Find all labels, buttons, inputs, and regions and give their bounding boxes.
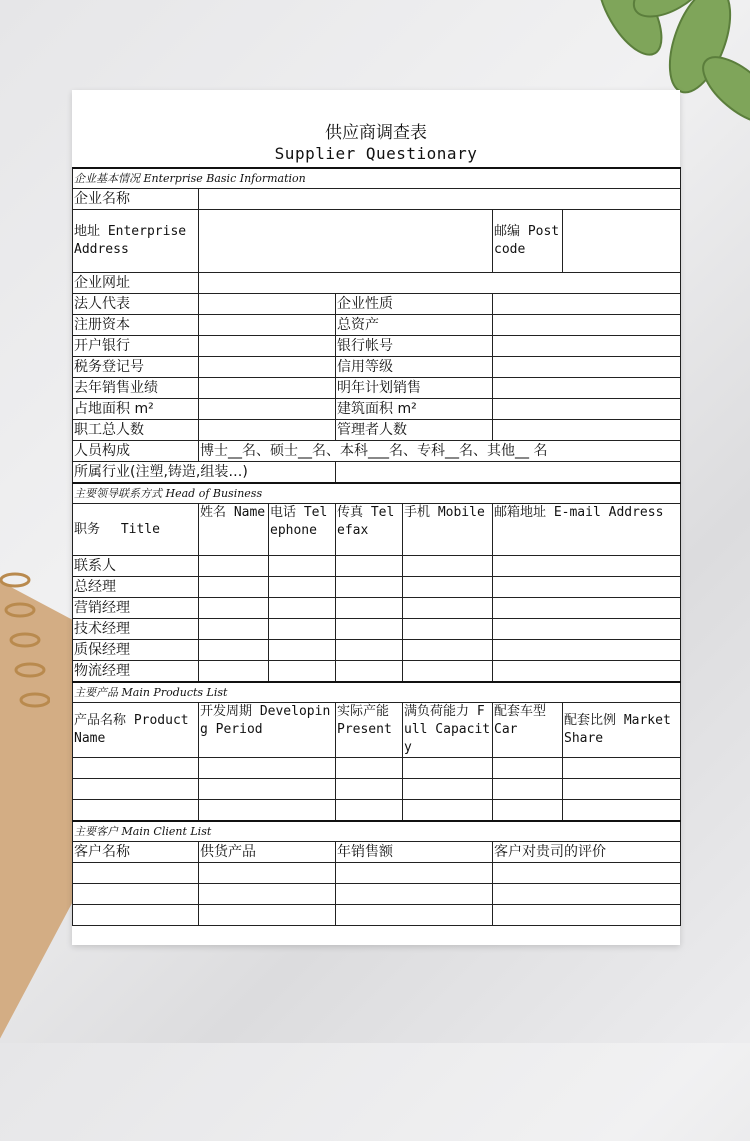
row-label: 总经理 [73,577,199,598]
section-head-of-business: 主要领导联系方式 Head of Business [73,483,681,504]
cell[interactable] [73,779,199,800]
col-mobile: 手机 Mobile [403,504,493,556]
cell[interactable] [403,577,493,598]
col-email: 邮箱地址 E-mail Address [493,504,681,556]
cell[interactable] [336,577,403,598]
field[interactable] [493,336,681,357]
col-telefax: 传真 Telefax [336,504,403,556]
cell[interactable] [336,619,403,640]
cell[interactable] [336,884,493,905]
cell[interactable] [336,779,403,800]
label-company-name: 企业名称 [73,189,199,210]
cell[interactable] [493,779,563,800]
title-en: Supplier Questionary [274,144,478,163]
col-name: 姓名 Name [199,504,269,556]
cell[interactable] [493,863,681,884]
questionnaire-table [72,167,681,926]
field[interactable] [199,336,336,357]
cell[interactable] [199,640,269,661]
section-basic-info: 企业基本情况 Enterprise Basic Information [73,168,681,189]
field[interactable] [493,399,681,420]
col-market-share: 配套比例 Market Share [563,703,681,758]
row-label: 物流经理 [73,661,199,683]
cell[interactable] [493,577,681,598]
cell[interactable] [336,598,403,619]
row-label: 联系人 [73,556,199,577]
label: 信用等级 [336,357,493,378]
cell[interactable] [199,661,269,683]
field-postcode[interactable] [563,210,681,273]
field[interactable] [493,315,681,336]
field-address[interactable] [199,210,493,273]
cell[interactable] [199,905,336,926]
row-label: 营销经理 [73,598,199,619]
cell[interactable] [403,800,493,822]
field[interactable] [199,357,336,378]
cell[interactable] [336,758,403,779]
cell[interactable] [199,863,336,884]
col-title: 职务 Title [73,504,199,556]
row-label: 技术经理 [73,619,199,640]
cell[interactable] [73,758,199,779]
label: 企业性质 [336,294,493,315]
col-client-evaluation: 客户对贵司的评价 [493,842,681,863]
cell[interactable] [336,905,493,926]
field[interactable] [493,294,681,315]
field[interactable] [493,357,681,378]
title-cn: 供应商调查表 [325,123,427,143]
section-main-clients: 主要客户 Main Client List [73,821,681,842]
cell[interactable] [73,905,199,926]
field-website[interactable] [199,273,681,294]
col-present-capacity: 实际产能 Present [336,703,403,758]
cell[interactable] [493,758,563,779]
cell[interactable] [493,598,681,619]
row-label: 质保经理 [73,640,199,661]
col-supplied-product: 供货产品 [199,842,336,863]
cell[interactable] [403,661,493,683]
field-company-name[interactable] [199,189,681,210]
cell[interactable] [269,661,336,683]
cell[interactable] [493,556,681,577]
label-address: 地址 Enterprise Address [73,210,199,273]
cell[interactable] [563,758,681,779]
label: 注册资本 [73,315,199,336]
field[interactable] [493,420,681,441]
col-client-name: 客户名称 [73,842,199,863]
label-staff: 人员构成 [73,441,199,462]
col-full-capacity: 满负荷能力 Full Capacity [403,703,493,758]
col-telephone: 电话 Telephone [269,504,336,556]
cell[interactable] [403,556,493,577]
label: 建筑面积 m² [336,399,493,420]
cell[interactable] [336,556,403,577]
cell[interactable] [403,619,493,640]
label-industry: 所属行业(注塑,铸造,组装…) [73,462,336,484]
cell[interactable] [269,556,336,577]
label: 占地面积 m² [73,399,199,420]
cell[interactable] [73,884,199,905]
cell[interactable] [493,800,563,822]
label-postcode: 邮编 Postcode [493,210,563,273]
cell[interactable] [199,598,269,619]
cell[interactable] [493,619,681,640]
label: 总资产 [336,315,493,336]
field[interactable] [199,315,336,336]
label: 管理者人数 [336,420,493,441]
questionnaire-sheet [72,90,680,945]
label: 银行帐号 [336,336,493,357]
label: 税务登记号 [73,357,199,378]
cell[interactable] [199,758,336,779]
col-developing-period: 开发周期 Developing Period [199,703,336,758]
cell[interactable] [403,779,493,800]
cell[interactable] [269,577,336,598]
cell[interactable] [336,800,403,822]
cell[interactable] [269,619,336,640]
cell[interactable] [336,863,493,884]
col-car: 配套车型 Car [493,703,563,758]
label: 开户银行 [73,336,199,357]
cell[interactable] [199,556,269,577]
field[interactable] [493,378,681,399]
cell[interactable] [493,905,681,926]
cell[interactable] [336,640,403,661]
label: 职工总人数 [73,420,199,441]
cell[interactable] [269,598,336,619]
field[interactable] [199,399,336,420]
cell[interactable] [73,863,199,884]
cell[interactable] [336,661,403,683]
cell[interactable] [199,884,336,905]
spiral-rings-decoration [0,570,50,720]
cell[interactable] [403,598,493,619]
label: 法人代表 [73,294,199,315]
section-main-products: 主要产品 Main Products List [73,682,681,703]
field[interactable] [199,294,336,315]
cell[interactable] [199,779,336,800]
cell[interactable] [199,577,269,598]
field[interactable] [199,420,336,441]
label-website: 企业网址 [73,273,199,294]
cell[interactable] [269,640,336,661]
field-staff[interactable]: 博士__名、硕士__名、本科___名、专科__名、其他__ 名 [199,441,681,462]
cell[interactable] [493,640,681,661]
label: 去年销售业绩 [73,378,199,399]
cell[interactable] [563,800,681,822]
label: 明年计划销售 [336,378,493,399]
cell[interactable] [493,884,681,905]
col-annual-sales: 年销售额 [336,842,493,863]
cell[interactable] [493,661,681,683]
col-product-name: 产品名称 Product Name [73,703,199,758]
cell[interactable] [73,800,199,822]
field[interactable] [199,378,336,399]
cell[interactable] [199,619,269,640]
cell[interactable] [563,779,681,800]
cell[interactable] [403,640,493,661]
cell[interactable] [199,800,336,822]
field-industry[interactable] [336,462,681,484]
cell[interactable] [403,758,493,779]
